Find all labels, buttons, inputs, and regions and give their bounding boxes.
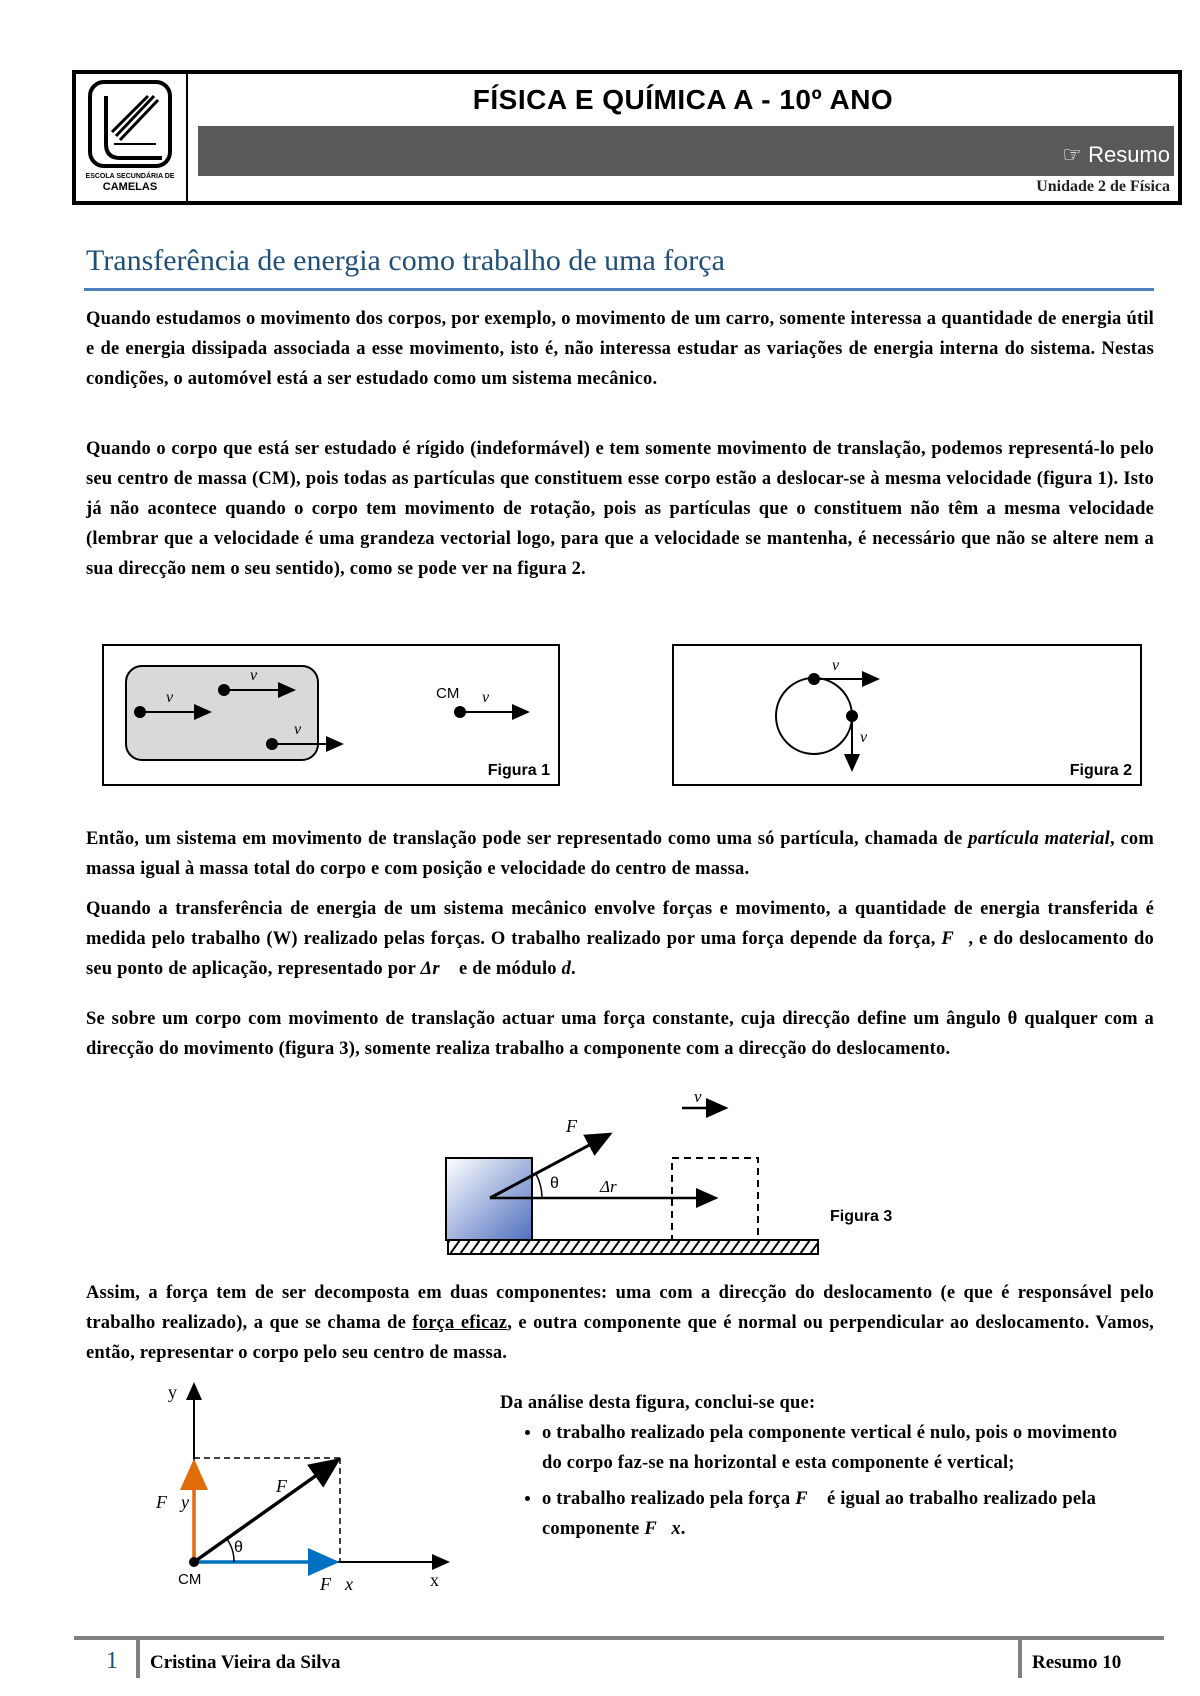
document-title: FÍSICA E QUÍMICA A - 10º ANO: [472, 84, 894, 115]
figure-4-vector-decomposition: [150, 1376, 460, 1596]
footer-separator: [136, 1636, 140, 1678]
document-name: Resumo 10: [1032, 1652, 1122, 1673]
paragraph-particle: [86, 824, 1154, 884]
text-run: e de módulo: [454, 959, 562, 979]
y-axis-label: y: [168, 1382, 177, 1402]
text-run: .: [571, 959, 576, 979]
velocity-label: v⃗: [294, 721, 314, 738]
paragraph-decomposition: [86, 1278, 1154, 1368]
velocity-label: v⃗: [860, 729, 880, 746]
figure-1: [102, 644, 560, 786]
angle-arc: [536, 1174, 542, 1198]
fx-symbol: F⃗x: [644, 1519, 681, 1539]
page-header: [72, 70, 1182, 205]
effective-force-term: força eficaz: [412, 1313, 508, 1333]
angle-arc: [227, 1539, 234, 1562]
author-name: Cristina Vieira da Silva: [150, 1652, 341, 1673]
book-logo-icon: [76, 74, 184, 197]
list-item: [542, 1484, 1140, 1544]
velocity-label: v⃗: [694, 1087, 715, 1106]
text-run: , e do deslocamento do seu ponto de aplicação, representado por: [86, 929, 1154, 979]
displacement-label: Δr⃗: [600, 1177, 630, 1196]
fy-label: F⃗y: [156, 1492, 189, 1512]
displacement-symbol: Δr⃗: [420, 959, 455, 979]
center-of-mass-dot: [189, 1557, 199, 1567]
svg-text:CAMELAS: CAMELAS: [102, 181, 158, 193]
modulus-symbol: d: [561, 959, 572, 979]
x-axis-label: x: [430, 1570, 439, 1590]
text-run: Assim, a força tem de ser decomposta em duas componentes: uma com a direcção do deslocamento (e que é responsável pelo trabalho realizado), a que se chama de: [86, 1283, 1154, 1333]
force-arrow: [194, 1460, 338, 1562]
force-symbol: F⃗: [941, 929, 969, 949]
fx-label: F⃗x: [320, 1574, 353, 1594]
figure-2-caption: Figura 2: [1069, 762, 1132, 779]
figure-3-caption: Figura 3: [830, 1208, 893, 1225]
velocity-label: v⃗: [832, 657, 852, 674]
list-item: • o trabalho realizado pela componente vertical é nulo, pois o movimento do corpo faz-se na horizontal e esta componente é vertical;: [542, 1418, 1140, 1478]
analysis-intro: Da análise desta figura, conclui-se que:: [500, 1393, 816, 1413]
footer-separator: [1018, 1636, 1022, 1678]
paragraph-intro: Quando estudamos o movimento dos corpos, por exemplo, o movimento de um carro, somente interessa a quantidade de energia útil e de energia dissipada associada a esse movimento, isto é, não interessa estudar as variações de energia interna do sistema. Nestas condições, o automóvel está a ser estudado como um sistema mecânico.: [86, 309, 1154, 389]
paragraph-work: [86, 894, 1154, 984]
page-number: 1: [106, 1648, 118, 1674]
svg-text:ESCOLA SECUNDÁRIA DE: ESCOLA SECUNDÁRIA DE: [85, 173, 175, 180]
figure-1-caption: Figura 1: [487, 762, 550, 779]
conclusions-list: [500, 1418, 1140, 1544]
text-run: é igual ao trabalho realizado pela componente: [542, 1489, 1097, 1539]
text-run: , e outra componente que é normal ou perpendicular ao deslocamento. Vamos, então, representar o corpo pelo seu centro de massa.: [86, 1313, 1154, 1363]
velocity-label: v⃗: [166, 689, 186, 706]
section-divider: [84, 288, 1154, 291]
force-symbol: F⃗: [795, 1489, 823, 1509]
force-label: F⃗: [276, 1476, 301, 1496]
cm-label: CM: [436, 685, 460, 702]
theta-label: θ: [550, 1175, 559, 1192]
cm-label: CM: [178, 1571, 202, 1588]
velocity-label: v⃗: [250, 667, 270, 684]
analysis-block: [500, 1388, 1140, 1550]
figure-2: [672, 644, 1142, 786]
text-run: .: [680, 1519, 686, 1539]
ground-surface: [448, 1240, 818, 1254]
footer-divider: [74, 1636, 1164, 1640]
text-run: Quando a transferência de energia de um sistema mecânico envolve forças e movimento, a quantidade de energia transferida é medida pelo trabalho (W) realizado pelas forças. O trabalho realizado por uma força depende da força,: [86, 899, 1154, 949]
emphasis-term: partícula material: [968, 829, 1110, 849]
theta-label: θ: [234, 1539, 243, 1556]
school-logo: [76, 74, 188, 201]
resumo-badge: ☞ Resumo: [1062, 142, 1170, 167]
rotation-circle: [776, 678, 852, 754]
force-label: F⃗: [566, 1116, 591, 1136]
text-run: Então, um sistema em movimento de translação pode ser representado como uma só partícula, chamada de: [86, 829, 969, 849]
paragraph-rigid-body: Quando o corpo que está ser estudado é rígido (indeformável) e tem somente movimento de translação, podemos representá-lo pelo seu centro de massa (CM), pois todas as partículas que constituem esse corpo estão a deslocar-se à mesma velocidade (figura 1). Isto já não acontece quando o corpo tem movimento de rotação, pois as partículas que o constituem não têm a mesma velocidade (lembrar que a velocidade é uma grandeza vectorial logo, para que a velocidade se mantenha, é necessário que não se altere nem a sua direcção nem o seu sentido), como se pode ver na figura 2.: [86, 439, 1154, 579]
unit-label: Unidade 2 de Física: [1036, 178, 1170, 195]
paragraph-constant-force: Se sobre um corpo com movimento de translação actuar uma força constante, cuja direcção define um ângulo θ qualquer com a direcção do movimento (figura 3), somente realiza trabalho a componente com a direcção do deslocamento.: [86, 1009, 1154, 1059]
text-run: , com massa igual à massa total do corpo e com posição e velocidade do centro de massa.: [86, 829, 1154, 879]
text-run: o trabalho realizado pela força: [542, 1489, 796, 1509]
velocity-label: v⃗: [482, 689, 502, 706]
header-bar: [198, 126, 1174, 176]
figure-3: [410, 1086, 970, 1266]
section-title: Transferência de energia como trabalho de uma força: [86, 244, 725, 277]
